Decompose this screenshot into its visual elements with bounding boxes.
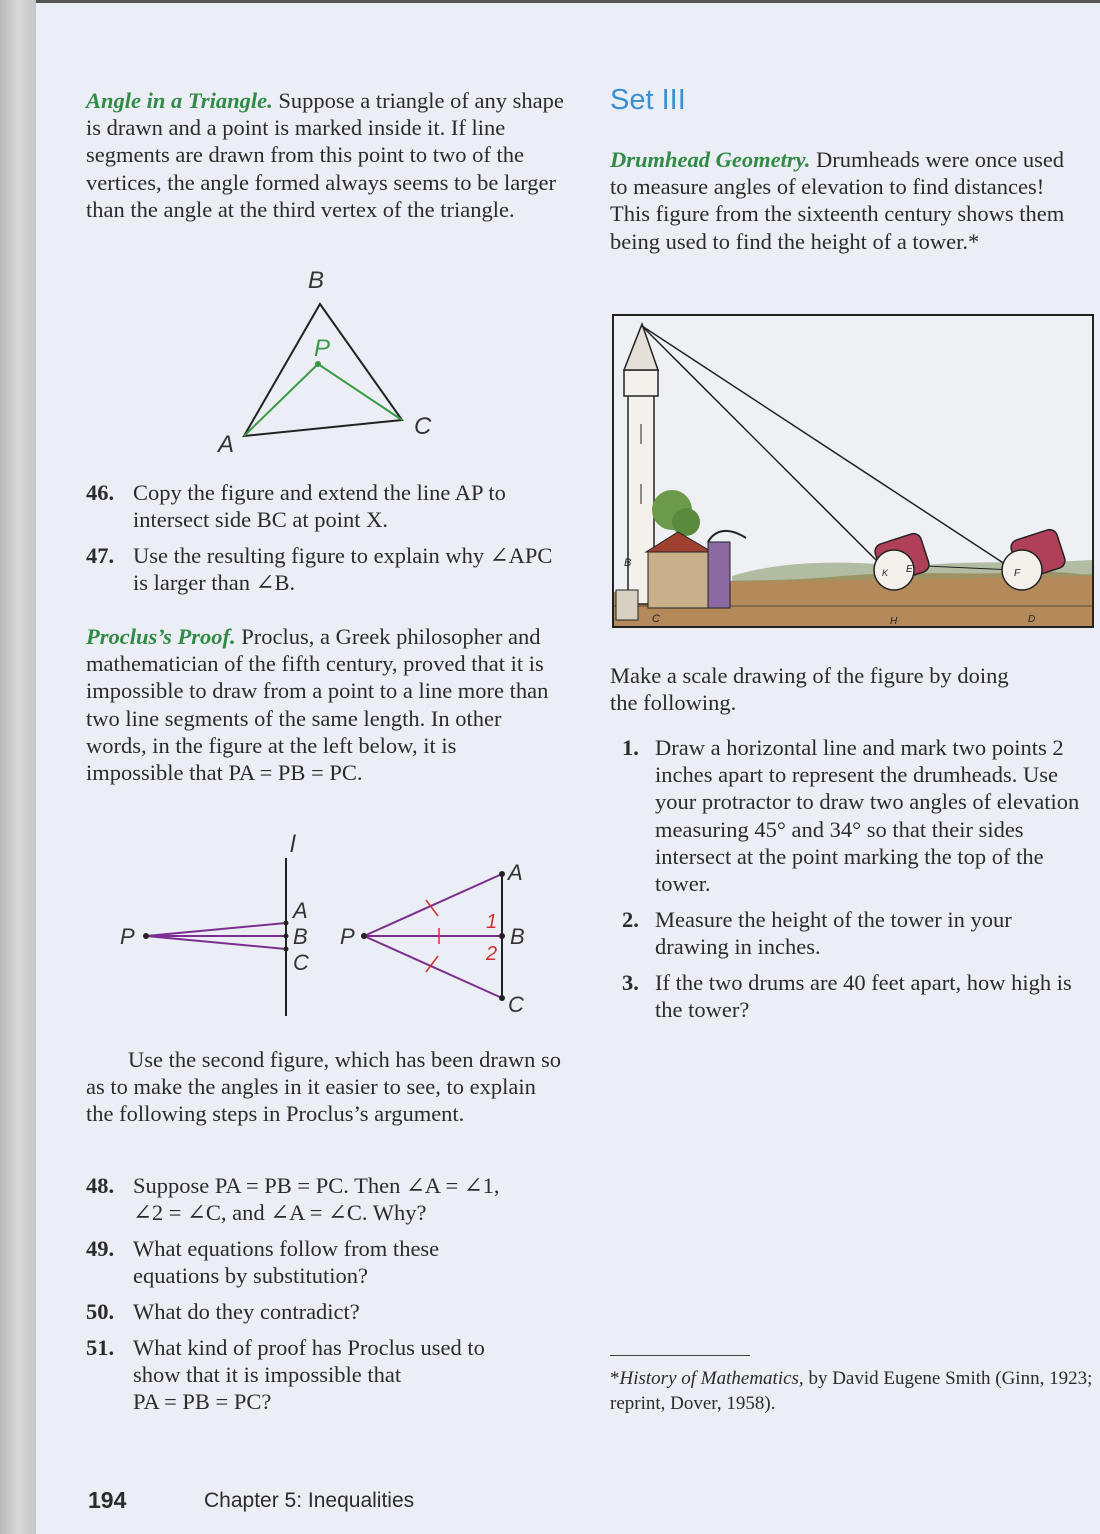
question-48-line-1: Suppose PA = PB = PC. Then ∠A = ∠1,	[133, 1173, 500, 1198]
footnote-rest: by David Eugene Smith (Ginn, 1923; reprint, Dover, 1958).	[610, 1368, 1093, 1414]
drumhead-heading: Drumhead Geometry.	[610, 147, 811, 172]
question-number: 47.	[86, 543, 115, 568]
question-51-line-2: show that it is impossible that	[133, 1362, 402, 1388]
label-b: B	[510, 924, 525, 949]
question-text: Use the resulting figure to explain why ∠APC is larger than ∠B.	[133, 543, 553, 596]
angle-triangle-text: Suppose a triangle of any shape is drawn and a point is marked inside it. If line segments are drawn from this point to two of the vertices, the angle formed always seems to be larger than the angle at the third vertex of the triangle.	[86, 88, 564, 222]
engraving-label-c: C	[652, 613, 660, 625]
segment-ap	[244, 364, 318, 436]
label-c: C	[293, 950, 309, 975]
label-b: B	[308, 267, 325, 294]
ruin	[708, 542, 730, 608]
chapter-title: Chapter 5: Inequalities	[204, 1489, 415, 1512]
point-c	[284, 947, 289, 952]
label-angle-1: 1	[486, 911, 498, 933]
question-text: Measure the height of the tower in your drawing in inches.	[655, 907, 1012, 960]
question-number: 3.	[622, 970, 639, 995]
engraving-label-d: D	[1028, 614, 1036, 625]
drumhead-paragraph	[610, 146, 1080, 255]
triangle-abc	[244, 304, 402, 436]
question-51-line-1: What kind of proof has Proclus used to	[133, 1335, 485, 1360]
question-text: What do they contradict?	[133, 1299, 360, 1324]
label-a: A	[218, 431, 235, 458]
point-p	[143, 933, 149, 939]
label-l: l	[290, 831, 296, 858]
question-text: What equations follow from these equations by substitution?	[133, 1236, 440, 1289]
label-c: C	[508, 992, 524, 1017]
footnote-rule	[610, 1355, 750, 1356]
wall	[616, 590, 638, 620]
question-number: 2.	[622, 907, 639, 932]
question-text	[133, 1172, 573, 1226]
label-angle-2: 2	[486, 943, 498, 965]
engraving-label-k: K	[882, 568, 889, 578]
question-number: 1.	[622, 735, 639, 760]
segment-pc	[364, 936, 502, 998]
label-a: A	[508, 860, 523, 885]
question-text: Copy the figure and extend the line AP to intersect side BC at point X.	[133, 480, 506, 533]
question-number: 50.	[86, 1299, 115, 1324]
engraving-label-h: H	[890, 616, 898, 627]
proclus-paragraph	[86, 623, 558, 786]
point-a	[499, 871, 505, 877]
point-b	[284, 934, 289, 939]
point-c	[499, 995, 505, 1001]
engraving-label-f: F	[1014, 568, 1021, 579]
label-p: P	[340, 924, 355, 949]
proclus-figure-2	[330, 850, 550, 1025]
tree-crown	[672, 508, 700, 536]
proclus-figure-1	[110, 828, 340, 1028]
engraving-label-e: E	[906, 564, 913, 575]
drumhead-text: Drumheads were once used to measure angles of elevation to find distances! This figure from the sixteenth century shows them being used to find the height of a tower.*	[610, 147, 1065, 254]
use-second-figure-paragraph: Use the second figure, which has been drawn so as to make the angles in it easier to see, to explain the following steps in Proclus’s argument.	[86, 1047, 561, 1127]
question-number: 46.	[86, 480, 115, 505]
label-a: A	[293, 898, 308, 923]
angle-triangle-paragraph	[86, 87, 571, 223]
page-number: 194	[88, 1487, 127, 1513]
question-text: If the two drums are 40 feet apart, how high is the tower?	[655, 970, 1072, 1023]
set-title: Set III	[610, 84, 686, 116]
point-a	[284, 921, 289, 926]
triangle-figure	[200, 262, 460, 462]
label-b: B	[293, 924, 308, 949]
question-number: 49.	[86, 1236, 115, 1261]
segment-pa	[146, 923, 286, 936]
label-p: P	[314, 335, 331, 362]
question-number: 51.	[86, 1335, 115, 1360]
point-b	[499, 933, 505, 939]
scale-drawing-intro: Make a scale drawing of the figure by doing the following.	[610, 663, 1009, 716]
segment-pc	[318, 364, 402, 420]
question-51-line-3: PA = PB = PC?	[133, 1389, 272, 1415]
drumhead-engraving	[612, 314, 1094, 628]
book-spine-shadow	[0, 0, 36, 1534]
question-48-line-2: ∠2 = ∠C, and ∠A = ∠C. Why?	[133, 1200, 427, 1226]
engraving-label-b: B	[624, 557, 632, 569]
segment-pc	[146, 936, 286, 949]
footnote-title: History of Mathematics,	[619, 1368, 804, 1389]
label-c: C	[414, 413, 432, 440]
question-number: 48.	[86, 1173, 115, 1198]
proclus-heading: Proclus’s Proof.	[86, 624, 236, 649]
tower-belfry	[624, 370, 658, 396]
point-p	[361, 933, 367, 939]
angle-triangle-heading: Angle in a Triangle.	[86, 88, 273, 113]
footnote	[610, 1366, 1095, 1416]
footnote-star: *	[610, 1368, 620, 1389]
building	[648, 552, 710, 608]
label-p: P	[120, 924, 135, 949]
question-text	[133, 1334, 573, 1416]
proclus-text: Proclus, a Greek philosopher and mathematician of the fifth century, proved that it is impossible to draw from a point to a line more than two line segments of the same length. In other words, in the figure at the left below, it is impossible that PA = PB = PC.	[86, 624, 549, 786]
segment-pa	[364, 874, 502, 936]
question-text: Draw a horizontal line and mark two points 2 inches apart to represent the drumheads. Use your protractor to draw two angles of elevation measuring 45° and 34° so that their sides intersect at the point marking the top of the tower.	[655, 735, 1080, 897]
